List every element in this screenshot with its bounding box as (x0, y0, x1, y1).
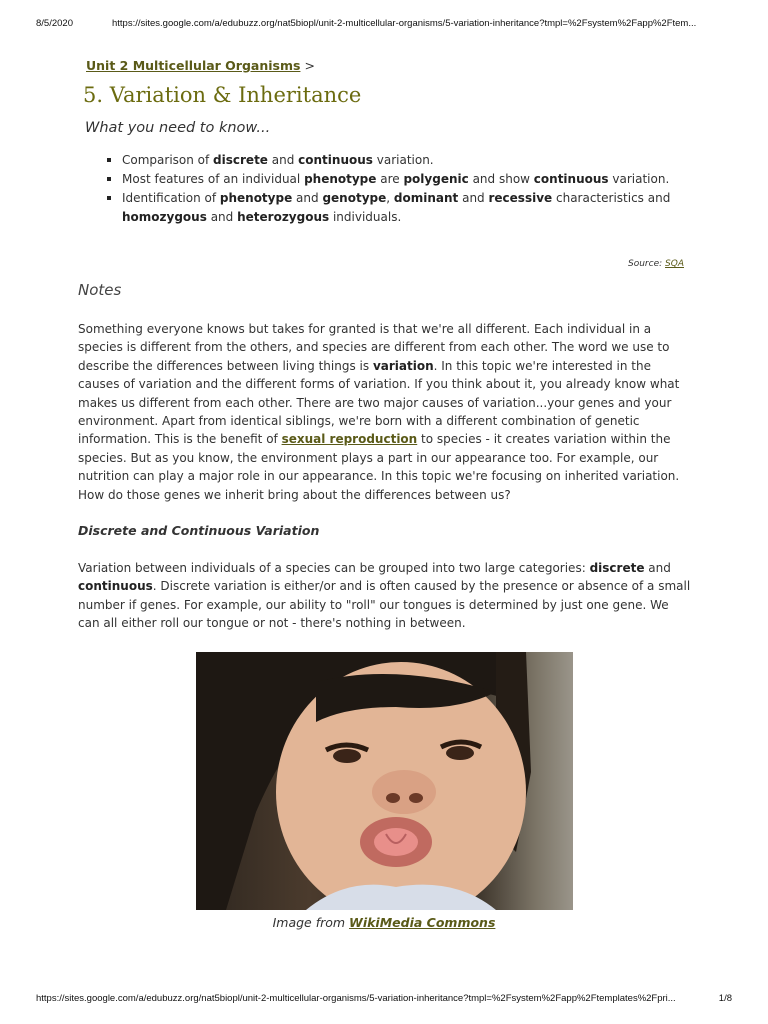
list-item: Comparison of discrete and continuous variation. (104, 151, 674, 170)
breadcrumb-link-unit-2[interactable]: Unit 2 Multicellular Organisms (86, 58, 301, 73)
print-footer-url: https://sites.google.com/a/edubuzz.org/nat5biopl/unit-2-multicellular-organisms/5-variation-inheritance?tmpl=%2Fsystem%2Fapp%2Ftemplates%2Fpri... (36, 993, 676, 1004)
list-item: Most features of an individual phenotype are polygenic and show continuous variation. (104, 170, 674, 189)
breadcrumb-separator: > (304, 58, 315, 73)
breadcrumb (86, 58, 315, 73)
source-credit (628, 259, 684, 269)
wikimedia-commons-link[interactable]: WikiMedia Commons (349, 915, 496, 930)
source-label: Source: (628, 259, 663, 269)
notes-heading: Notes (78, 281, 122, 299)
page-title: 5. Variation & Inheritance (83, 83, 362, 107)
photo-illustration (196, 652, 573, 910)
print-header-url: https://sites.google.com/a/edubuzz.org/nat5biopl/unit-2-multicellular-organisms/5-variation-inheritance?tmpl=%2Fsystem%2Fapp%2Ftem... (112, 18, 697, 29)
page-number: 1/8 (718, 993, 732, 1004)
image-caption: Image from WikiMedia Commons (272, 915, 496, 930)
discrete-continuous-heading: Discrete and Continuous Variation (78, 523, 320, 538)
print-date: 8/5/2020 (36, 18, 73, 29)
sexual-reproduction-link[interactable]: sexual reproduction (281, 432, 418, 447)
variation-paragraph: Variation between individuals of a species can be grouped into two large categories: discrete and continuous. Discrete variation is either/or and is often caused by the presence or absence of a small number if genes. For example, our ability to "roll" our tongues is determined by just one gene. We can all either roll our tongue or not - there's nothing in between. (78, 561, 691, 631)
intro-paragraph: Something everyone knows but takes for granted is that we're all different. Each individual in a species is different from the others, and species are different from each other. The word we use to describe the differences between living things is variation. In this topic we're interested in the causes of variation and the different forms of variation. If you think about it, you already know what makes us different from each other. There are two major causes of variation...your genes and your environment. Apart from identical siblings, we're born with a different combination of genetic information. This is the benefit of sexual reproduction to species - it creates variation within the species. But as you know, the environment plays a part in our appearance too. For example, our nutrition can play a major role in our appearance. In this topic we're focusing on inherited variation. How do those genes we inherit bring about the differences between us? (78, 322, 680, 502)
what-you-need-to-know-heading: What you need to know... (85, 120, 271, 136)
list-item: Identification of phenotype and genotype, dominant and recessive characteristics and homozygous and heterozygous individuals. (104, 189, 674, 227)
child-rolling-tongue-photo (196, 652, 573, 910)
source-link-sqa[interactable]: SQA (665, 259, 684, 269)
learning-outcomes-list (104, 151, 674, 227)
